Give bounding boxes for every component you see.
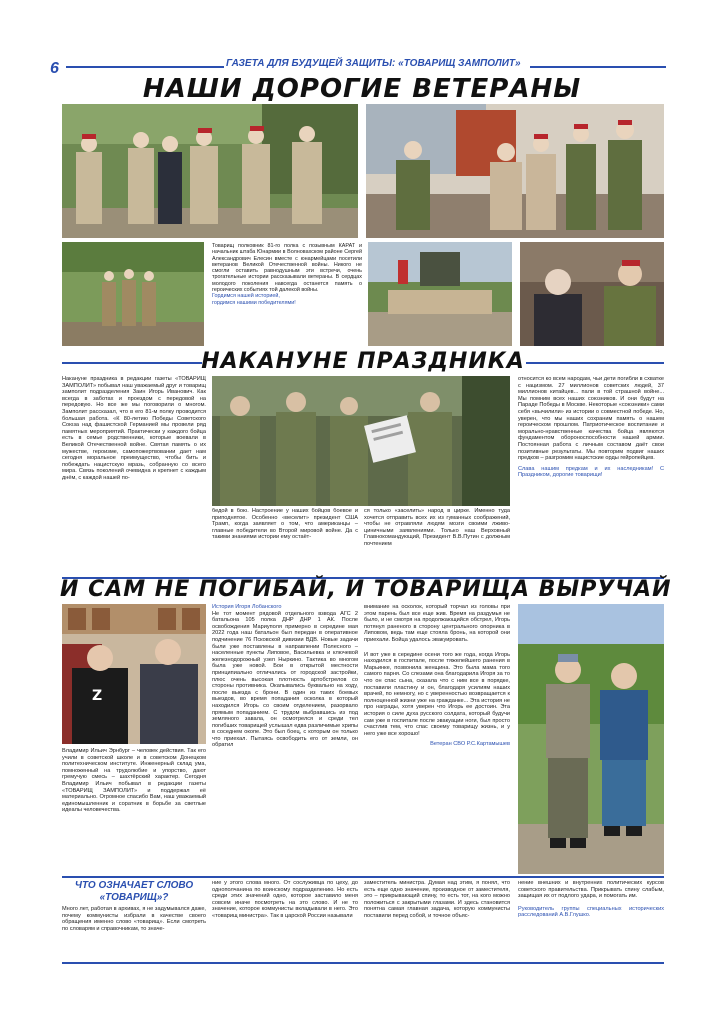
section-holiday-title: НАКАНУНЕ ПРАЗДНИКА [201, 349, 525, 374]
holiday-column-4-text: относится ко всем народам, чьи дети погибли в схватке с нацизмом. 27 миллионов советских людей, 37 миллионов китайцев... пали в той страшной войне... Мы помним всех наших союзников. И они будут на Параде Победы в Москве. Некоторые «союзники» сами себя «вычилили» из истории о совместной победе. Но, уверен, что мы наших сохраним память о нашем героическом прошлом. Патриотическое воспитание и морально-нравственные качества бойца являются фундаментом обороноспособности нашей армии. Постоянная работа с личным составом даёт свои позитивные результаты. Мы повторим подвиг наших предков – разгромим нацистские орды гейропейцев. [518, 376, 664, 462]
rescue-column-2 [212, 604, 358, 874]
rescue-column-3b-text: И вот уже в середине осени того же года, когда Игорь находился в госпитале, после тяжелейшего ранения в Марьинке, позвонила женщина. Это была мама того самого парня. Со слезами она благодарила Игоря за то что он спас сына, сказала что с ним все в порядке, поставили пластину и он, благодаря усилиям наших врачей, по немногу, но с уверенностью возвращается к полноценной жизни уже на гражданке... Эта история не про награды, хотя уверен что Игорь ее достоин. Эта история о силе духа русского солдата, который будучи сам уже в госпитале после эвакуации ноги, был просто счастлив тем, что спас своему товарищу жизнь, и у него уже все хорошо! [364, 651, 510, 737]
photo-youth-outdoor [62, 242, 204, 346]
rescue-column-3a-text: внимание на осколок, который торчал из головы при этом парень был все еще жив. Время на раздумья не было, и не смотря на продолжающийся обстрел, Игорь потянул раненого в сторону центрального опорника в Липовом, ведь там еще стояла бронь, на которой они приехали. Бойца удалось эвакуировать. [364, 604, 510, 643]
veterans-caption-highlight-1: Гордимся нашей историей, [212, 293, 280, 300]
section-veterans-title: НАШИ ДОРОГИЕ ВЕТЕРАНЫ [142, 74, 582, 104]
page-number: 6 [50, 60, 59, 77]
photo-veteran-closeup [520, 242, 664, 346]
newspaper-title: ГАЗЕТА ДЛЯ БУДУЩЕЙ ЗАЩИТЫ: «ТОВАРИЩ ЗАМПОЛИТ» [226, 58, 521, 69]
photo-two-men-outdoor [518, 604, 664, 874]
photo-veteran-with-youth [366, 104, 664, 238]
word-meaning-column-1: Много лет, работая в архивах, я не задумывался даже, почему коммунисты избрали в качестве своего обращения именно слово «товарищ». Если смотреть по словарям и справочникам, то значе- [62, 906, 206, 932]
veterans-caption-highlight-2: гордимся нашими победителями! [212, 299, 296, 306]
section-rescue-title: И САМ НЕ ПОГИБАЙ, И ТОВАРИЩА ВЫРУЧАЙ [60, 577, 672, 602]
holiday-column-4 [518, 376, 664, 576]
photo-veterans-group [62, 104, 358, 238]
rescue-column-2-text: Не тот момент рядовой отдельного взвода АГС 2 батальона 105 полка ДНР ДНР 1 АК. После освобождения Мариуполя примерно в середине мая 2022 года наш батальон был передан в оперативное подчинение 76 Псковской дивизии ВДВ. Новые задачи были уже поставлены в направлении Полесного – населенные пункты Липовое, Васильевка и ключевой железнодорожный узел Ныркино. Тактика во многом была уже новой. Бои в открытой местности принципиально отличались от городской застройки, плюс очень высокая плотность артобстрелов со стороны противника. Окапывались буквально на ходу, после выезда с брони. В один из таких боевых выездов, во время попадания осколка в который находился Игорь со своим отделением, разорвало прямым попаданием. С трудом выбравшись из под земляного завала, он осмотрелся и среди тел погибших товарищей услышал едва различимые хрипы в соседнем окопе. Это был боец, с которым он только что приехал. Пытаясь освободить его от земли, он обратил [212, 610, 358, 749]
holiday-column-1: Накануне праздника в редакции газеты «ТОВАРИЩ ЗАМПОЛИТ» побывал наш уважаемый друг и товарищ замполит подразделения Заин Игорь Иванович. Как всегда в заботах и проездом с передовой на передовую. Но все же мы поговорили о многом. Замполит рассказал, что в его 81-м полку проводится большая работа. «К 80-летию Победы Советского Союза над фашистской Германией мы провели ряд памятных мероприятий. Практически у каждого бойца есть в семье родственники, которые воевали в Великой Отечественной войне. Святая память о их мужестве, героизме, самопожертвовании дает нам сегодня моральное преимущество, чтобы бить и побеждать нацистскую мразь, собранную со всего мира. Связь поколений очевидна и крепнет с каждым днём, с каждой нашей по- [62, 376, 206, 481]
holiday-highlight: Слава нашим предкам и их наследникам! С Праздником, дорогие товарищи! [518, 465, 664, 479]
photo-two-men-office [62, 604, 206, 744]
veterans-caption [212, 243, 362, 345]
rescue-signature: Ветеран СВО Р.С.Картамышев [430, 741, 510, 748]
holiday-column-2: бедой в бою. Настроение у наших бойцов боевое и приподнятое. Особенно «веселит» президент США Трамп, когда заявляет о том, что американцы – главные победители во Второй мировой войне. Да с такими знаниями истории ему остаёт- [212, 508, 358, 541]
section2-rule-right [526, 362, 664, 364]
photo-memorial [368, 242, 512, 346]
word-meaning-column-4-text: нение внешних и внутренних политических курсов советского правительства. Прикрывать спину слабым, защищая их от подлого удара, и помогать им. [518, 880, 664, 900]
word-meaning-column-4 [518, 880, 664, 960]
footer-rule [62, 962, 664, 964]
veterans-caption-text: Товарищ полковник 81-го полка с позывным КАРАТ и начальник штаба Юнармии в Волновахском районе Сергей Александрович Елесин вместе с юнармейцами посетили ветеранов Великой Отечественной войны. Никого не смогли оставить равнодушным эти встречи, очень трогательные истории рассказывали ветераны. В сердцах молодого поколения навсегда останется память о героических событиях той далекой войны. [212, 243, 362, 294]
section2-rule-left [62, 362, 202, 364]
word-meaning-column-3: заместитель министра. Думая над этим, я понял, что есть еще одно значение, производное от заместителя, это – прикрывающий спину, то есть тот, на кого можно положиться с закрытыми глазами. И здесь становится понятна самая главная задача, которую коммунисты поставили перед собой, и точное объяс- [364, 880, 510, 919]
rescue-story-heading: История Игоря Лобанского [212, 604, 282, 610]
word-meaning-title [62, 880, 206, 904]
svg-text:Z: Z [92, 688, 103, 704]
rescue-column-3 [364, 604, 510, 874]
photo-soldiers-newspaper [212, 376, 510, 506]
word-meaning-signature: Руководитель группы специальных исторических расследований А.В.Глушко. [518, 905, 664, 919]
holiday-column-3: ся только «заселить» народ в цирке. Именно туда хочется отправить всех их из гуманных соображений, чтобы не отравляли людям мозги своими лживо-циничными заявлениями. Только наш Верховный Главнокомандующий, Президент В.В.Путин с должным почтением [364, 508, 510, 547]
header-rule-left [66, 66, 224, 68]
rescue-column-1: Владимир Ильич Эрнбург – человек действия. Так его учили в советской школе и в советском Донецком политехническом институте. Инженерный склад ума, помноженный на трудолюбие и упорство, дают гремучую смесь – шахтёрский характер. Сегодня Владимир Ильич побывал в редакции газеты «ТОВАРИЩ ЗАМПОЛИТ» и поддержал её материально. Огромное спасибо Вам, наш уважаемый единомышленник и соратник в борьбе за светлые идеалы человечества. [62, 748, 206, 814]
page-header [0, 0, 724, 76]
word-meaning-title-line-2: «ТОВАРИЩ»? [99, 892, 169, 903]
word-meaning-column-2: ние у этого слова много. От сослуживца по цеху, до однополчанина по воинскому подразделению. Но есть среди этих значений одно, которое заставило меня совсем иначе посмотреть на это слово. И не то значение, которое коммунисты вкладывали в него. Это «товарищ министра». Так в царской России называли [212, 880, 358, 919]
section4-rule-top [62, 876, 664, 878]
word-meaning-title-line-1: ЧТО ОЗНАЧАЕТ СЛОВО [74, 880, 194, 891]
header-rule-right [530, 66, 666, 68]
